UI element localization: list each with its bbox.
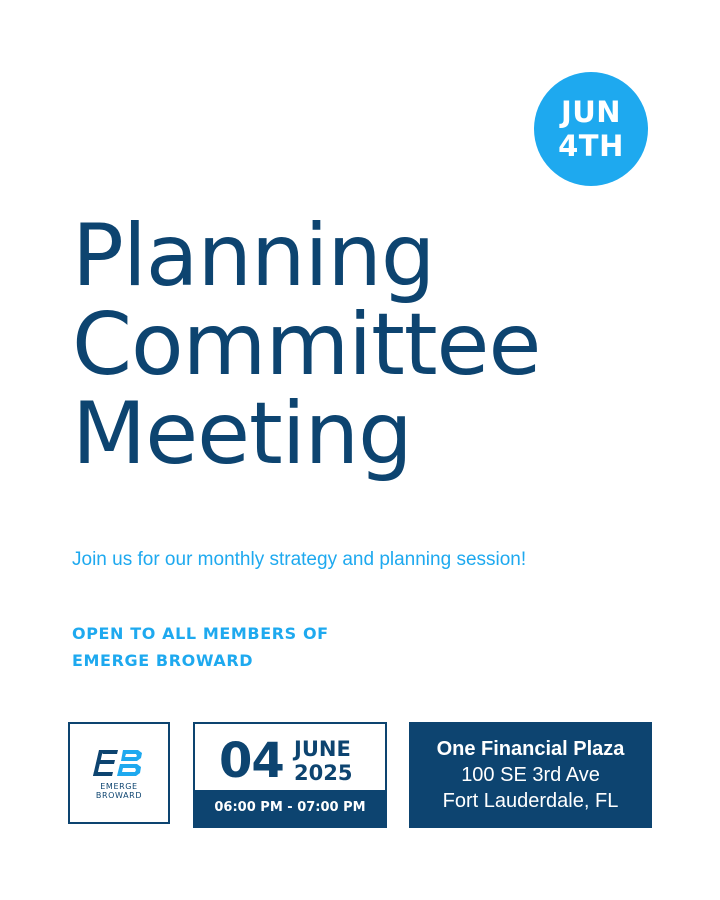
title-line-2: Committee	[72, 295, 541, 395]
badge-month: JUN	[560, 95, 622, 129]
organization-logo	[68, 722, 170, 824]
title-line-1: Planning	[72, 206, 435, 306]
eligibility-line-2: EMERGE BROWARD	[72, 651, 254, 670]
emerge-broward-logo-icon	[92, 747, 146, 779]
event-subtitle: Join us for our monthly strategy and planning session!	[72, 549, 527, 570]
event-day: 04	[219, 733, 284, 789]
logo-line-2: BROWARD	[95, 790, 143, 800]
logo-wordmark	[96, 782, 142, 800]
event-month-year	[294, 737, 352, 785]
event-month: JUNE	[294, 737, 351, 761]
eligibility-line-1: OPEN TO ALL MEMBERS OF	[72, 624, 329, 643]
event-title	[72, 206, 541, 484]
badge-day: 4TH	[558, 129, 624, 163]
event-time: 06:00 PM - 07:00 PM	[195, 790, 385, 826]
venue-city: Fort Lauderdale, FL	[442, 790, 619, 812]
eligibility-note	[72, 620, 329, 674]
title-line-3: Meeting	[72, 384, 412, 484]
venue-name: One Financial Plaza	[436, 738, 625, 760]
venue-box	[409, 722, 652, 828]
venue-street: 100 SE 3rd Ave	[461, 764, 600, 786]
date-badge	[534, 72, 648, 186]
event-date-box	[193, 722, 387, 828]
event-year: 2025	[294, 761, 353, 785]
logo-line-1: EMERGE	[100, 781, 138, 791]
